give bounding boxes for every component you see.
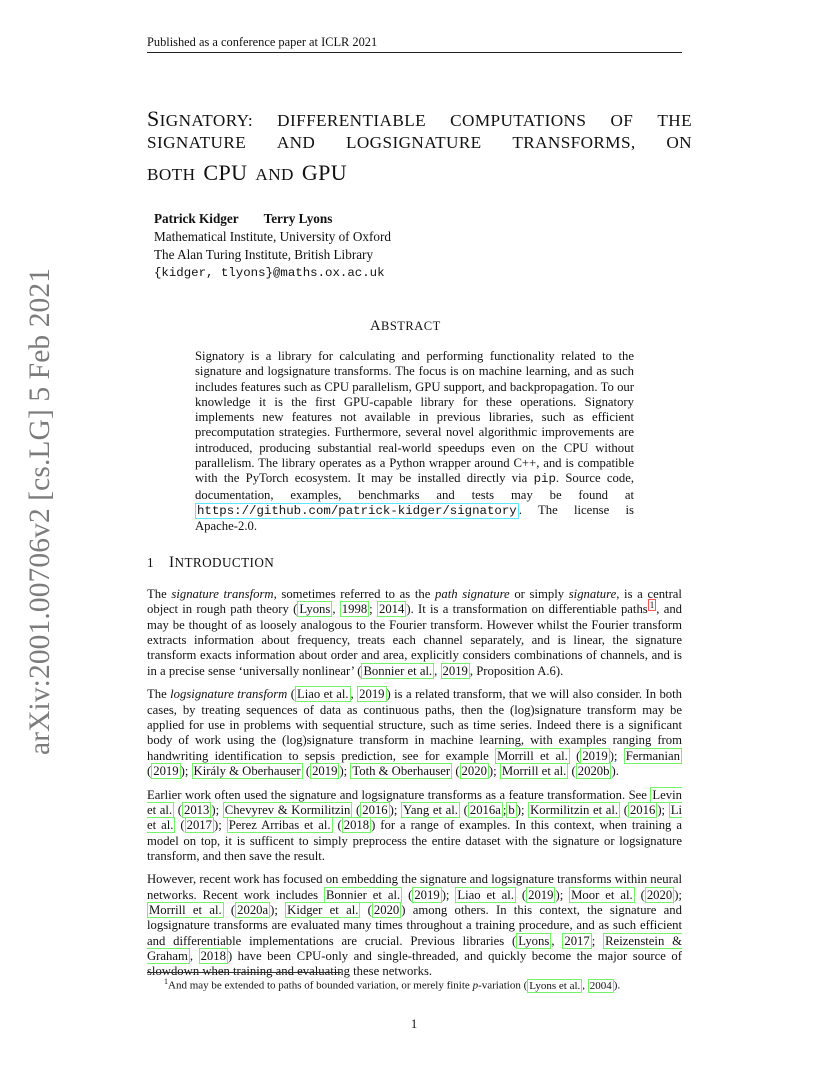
abstract-heading: ABSTRACT [370,318,441,334]
title-line-3 [147,160,692,187]
citation-link[interactable]: 2019 [528,887,554,902]
citation-link[interactable]: Király & Oberhauser [193,763,301,778]
citation-link[interactable]: 1998 [341,602,368,617]
page-number: 1 [410,1017,418,1031]
title-word: DIFFERENTIABLE [277,111,426,130]
affiliation: The Alan Turing Institute, British Library [154,247,374,262]
citation-link[interactable]: Morrill et al. [497,748,568,763]
citation-link[interactable]: 2020b [577,763,610,778]
citation-link[interactable]: 2018 [200,949,226,964]
citation-link[interactable]: Yang et al. [403,802,458,817]
citation-link[interactable]: Morrill et al. [501,763,567,778]
citation-link[interactable]: b [508,802,515,817]
body-text [147,587,682,988]
citation-link[interactable]: 2019 [582,748,608,763]
affiliation: Mathematical Institute, University of Oxford [154,229,391,244]
title-word: COMPUTATIONS [450,111,587,130]
citation-link[interactable]: Bonnier et al. [325,887,401,902]
title-word: ON [666,133,692,152]
section-heading-introduction: 1 INTRODUCTION [147,554,275,571]
citation-link[interactable]: Li et al. [147,802,682,833]
citation-link[interactable]: 2013 [183,802,210,817]
paragraph: However, recent work has focused on embedding the signature and logsignature transforms within neural networks. Recent work includes Bonnier et al. ( 2019 ); Liao et al. ( 2019 ); Moor et al. ( 2020 ); Morrill et al. ( 2020a ); Kidger et al. ( 2020 ) among others. In this context, the signature and logsignature transforms are evaluated many times throughout a training procedure, and as such efficient and differentiable implementations are crucial. Previous libraries ( Lyons , 2017 ; Reizenstein & Graham , 2018 ) have been CPU-only and single-threaded, and quickly become the major source of slowdown when training and evaluating these networks. [147,872,682,979]
citation-link[interactable]: Liao et al. [296,687,349,702]
title-line-1 [147,106,692,133]
paragraph: The signature transform, sometimes referred to as the path signature or simply signature, is a central object in rough path theory ( Lyons , 1998 ; 2014 ). It is a transformation on differentiable paths $^1$ , and may be thought of as loosely analogous to the Fourier transform. However whilst the Fourier transform extracts information about frequency, treats each channel separately, and is linear, the signature transform exacts information about order and area, explicitly considers combinations of channels, and is in a precise sense ‘universally nonlinear’ ( Bonnier et al. , 2019 , Proposition A.6). [147,587,683,678]
header-rule [147,52,682,53]
citation-link[interactable]: Morrill et al. [149,903,222,918]
arxiv-identifier[interactable]: arXiv:2001.00706v2 [cs.LG] 5 Feb 2021 [24,267,56,755]
title-word: LOGSIGNATURE [345,133,482,152]
citation-link[interactable]: 2020 [646,887,673,902]
citation-link[interactable]: 2019 [312,763,338,778]
citation-link[interactable]: Lyons [518,933,550,948]
citation-link[interactable]: 2019 [414,887,440,902]
author-block [154,210,391,282]
citation-link[interactable]: 2004 [589,979,612,992]
footnote-rule [147,972,341,973]
paper-title [147,106,692,187]
citation-link[interactable]: 2016a [469,802,501,817]
citation-link[interactable]: Levin et al. [147,787,682,817]
citation-link[interactable]: Toth & Oberhauser [352,763,451,778]
citation-link[interactable]: 2017 [564,933,590,948]
title-word-cpu: CPU [203,160,248,185]
citation-link[interactable]: 2020a [237,903,269,918]
title-word: AND [255,165,294,184]
author-name: Patrick Kidger [154,211,239,226]
citation-link[interactable]: 2019 [359,687,385,702]
citation-link[interactable]: Lyons [299,602,331,617]
author-name: Terry Lyons [263,211,333,226]
footnote: $^1$And may be extended to paths of bounded variation, or merely finite p-variation ( Lyons et al. , 2004 ). [164,977,621,992]
author-email: {kidger, tlyons}@maths.ox.ac.uk [154,266,385,280]
pip-code: pip [533,472,556,487]
citation-link[interactable]: 2019 [153,763,179,778]
citation-link[interactable]: Chevyrev & Kormilitzin [224,802,351,817]
title-word-signatory: IGNATORY: [159,111,254,130]
title-word: THE [657,111,692,130]
title-word-gpu: GPU [301,160,348,185]
paragraph: The logsignature transform ( Liao et al. , 2019 ) is a related transform, that we will also consider. In both cases, by treating sequences of data as continuous paths, then the (log)signature transform may be applied for use in problems with sequential structure, such as time series. Indeed there is a significant body of work using the (log)signature transform in machine learning, with examples ranging from handwriting identification to sepsis prediction, see for example Morrill et al. ( 2019 ); Fermanian ( 2019 ); Király & Oberhauser ( 2019 ); Toth & Oberhauser ( 2020 ); Morrill et al. ( 2020b ). [147,687,683,778]
title-line-2 [147,133,692,160]
citation-link[interactable]: Reizenstein & Graham [147,933,682,964]
citation-link[interactable]: 2019 [442,663,468,678]
citation-link[interactable]: 2020 [373,903,400,918]
title-word: TRANSFORMS, [512,133,636,152]
citation-link[interactable]: Fermanian [625,748,680,763]
citation-link[interactable]: 2020 [461,763,487,778]
title-word: BOTH [147,165,196,184]
citation-link[interactable]: 2017 [186,818,212,833]
citation-link[interactable]: Moor et al. [571,887,633,902]
paragraph: Earlier work often used the signature and logsignature transforms as a feature transformation. See Levin et al. ( 2013 ); Chevyrev & Kormilitzin ( 2016 ); Yang et al. ( 2016a ; b ); Kormilitzin et al. ( 2016 ); Li et al. ( 2017 ); Perez Arribas et al. ( 2018 ) for a range of examples. In this context, when training a model on top, it is sufficent to simply preprocess the entire dataset with the signature or logsignature transform, and then save the result. [147,787,682,863]
citation-link[interactable]: 2016 [629,802,656,817]
citation-link[interactable]: Kidger et al. [287,903,359,918]
page-header: Published as a conference paper at ICLR 2021 [147,35,378,49]
citation-link[interactable]: 2014 [378,602,405,617]
github-link[interactable]: https://github.com/patrick-kidger/signatory [197,503,517,518]
citation-link[interactable]: Liao et al. [457,887,514,902]
citation-link[interactable]: Lyons et al. [529,979,581,992]
citation-link[interactable]: Kormilitzin et al. [530,802,619,817]
citation-link[interactable]: 2016 [362,802,388,817]
citation-link[interactable]: Perez Arribas et al. [228,818,331,833]
citation-link[interactable]: Bonnier et al. [363,663,433,678]
title-word: AND [276,133,316,152]
footnote-link[interactable]: 1 [649,600,655,611]
abstract-text: Signatory is a library for calculating and performing functionality related to the signature and logsignature transforms. The focus is on machine learning, and as such includes features such as CPU parallelism, GPU support, and backpropagation. To our knowledge it is the first GPU-capable library for these operations. Signatory implements new features not available in previous libraries, such as efficient precomputation strategies. Furthermore, several novel algorithmic improvements are introduced, producing substantial real-world speedups even on the CPU without parallelism. The library operates as a Python wrapper around C++, and is compatible with the PyTorch ecosystem. It may be installed directly via pip. Source code, documentation, examples, benchmarks and tests may be found at https://github.com/patrick-kidger/signatory . The license is Apache-2.0. [195,349,634,534]
title-word: OF [610,111,634,130]
citation-link[interactable]: 2018 [343,818,370,833]
title-word: SIGNATURE [147,133,247,152]
title-initial-s: S [147,106,160,131]
